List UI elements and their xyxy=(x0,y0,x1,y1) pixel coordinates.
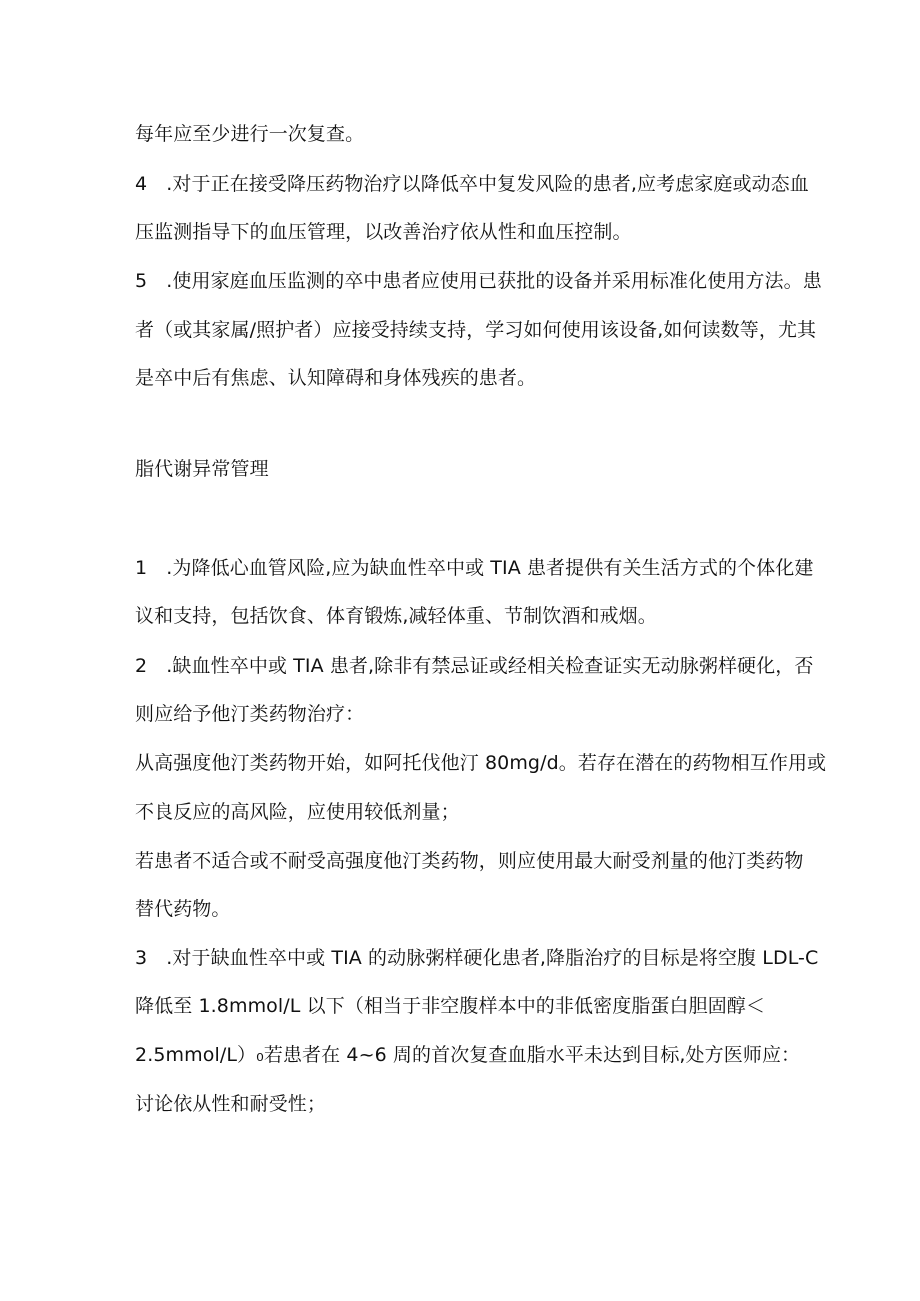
list-item-2-line-2: 则应给予他汀类药物治疗： xyxy=(135,703,365,725)
section-heading: 脂代谢异常管理 xyxy=(135,458,269,480)
list-item-5-line-2: 者（或其家属/照护者）应接受持续支持，学习如何使用该设备,如何读数等，尤其 xyxy=(135,319,817,341)
sub-item-line-4: 替代药物。 xyxy=(135,898,231,920)
list-item-2-line-1: 2 .缺血性卒中或 TIA 患者,除非有禁忌证或经相关检查证实无动脉粥样硬化，否 xyxy=(135,655,814,677)
list-item-3-line-3: 2.5mmol/L）₀若患者在 4~6 周的首次复查血脂水平未达到目标,处方医师应： xyxy=(135,1044,801,1066)
list-item-5-line-1: 5 .使用家庭血压监测的卒中患者应使用已获批的设备并采用标准化使用方法。患 xyxy=(135,270,822,292)
text-line: 每年应至少进行一次复查。 xyxy=(135,123,365,145)
list-item-3-line-4: 讨论依从性和耐受性； xyxy=(135,1093,327,1115)
sub-item-line-2: 不良反应的高风险，应使用较低剂量； xyxy=(135,801,460,823)
sub-item-line-3: 若患者不适合或不耐受高强度他汀类药物，则应使用最大耐受剂量的他汀类药物 xyxy=(135,850,804,872)
list-item-1-line-2: 议和支持，包括饮食、体育锻炼,减轻体重、节制饮酒和戒烟。 xyxy=(135,605,657,627)
list-item-3-line-1: 3 .对于缺血性卒中或 TIA 的动脉粥样硬化患者,降脂治疗的目标是将空腹 LDL-C xyxy=(135,947,819,969)
list-item-4-line-1: 4 .对于正在接受降压药物治疗以降低卒中复发风险的患者,应考虑家庭或动态血 xyxy=(135,173,809,195)
list-item-4-line-2: 压监测指导下的血压管理，以改善治疗依从性和血压控制。 xyxy=(135,221,632,243)
list-item-1-line-1: 1 .为降低心血管风险,应为缺血性卒中或 TIA 患者提供有关生活方式的个体化建 xyxy=(135,557,814,579)
list-item-3-line-2: 降低至 1.8mmol/L 以下（相当于非空腹样本中的非低密度脂蛋白胆固醇＜ xyxy=(135,995,766,1017)
list-item-5-line-3: 是卒中后有焦虑、认知障碍和身体残疾的患者。 xyxy=(135,367,537,389)
sub-item-line-1: 从高强度他汀类药物开始，如阿托伐他汀 80mg∕d。若存在潜在的药物相互作用或 xyxy=(135,752,827,774)
